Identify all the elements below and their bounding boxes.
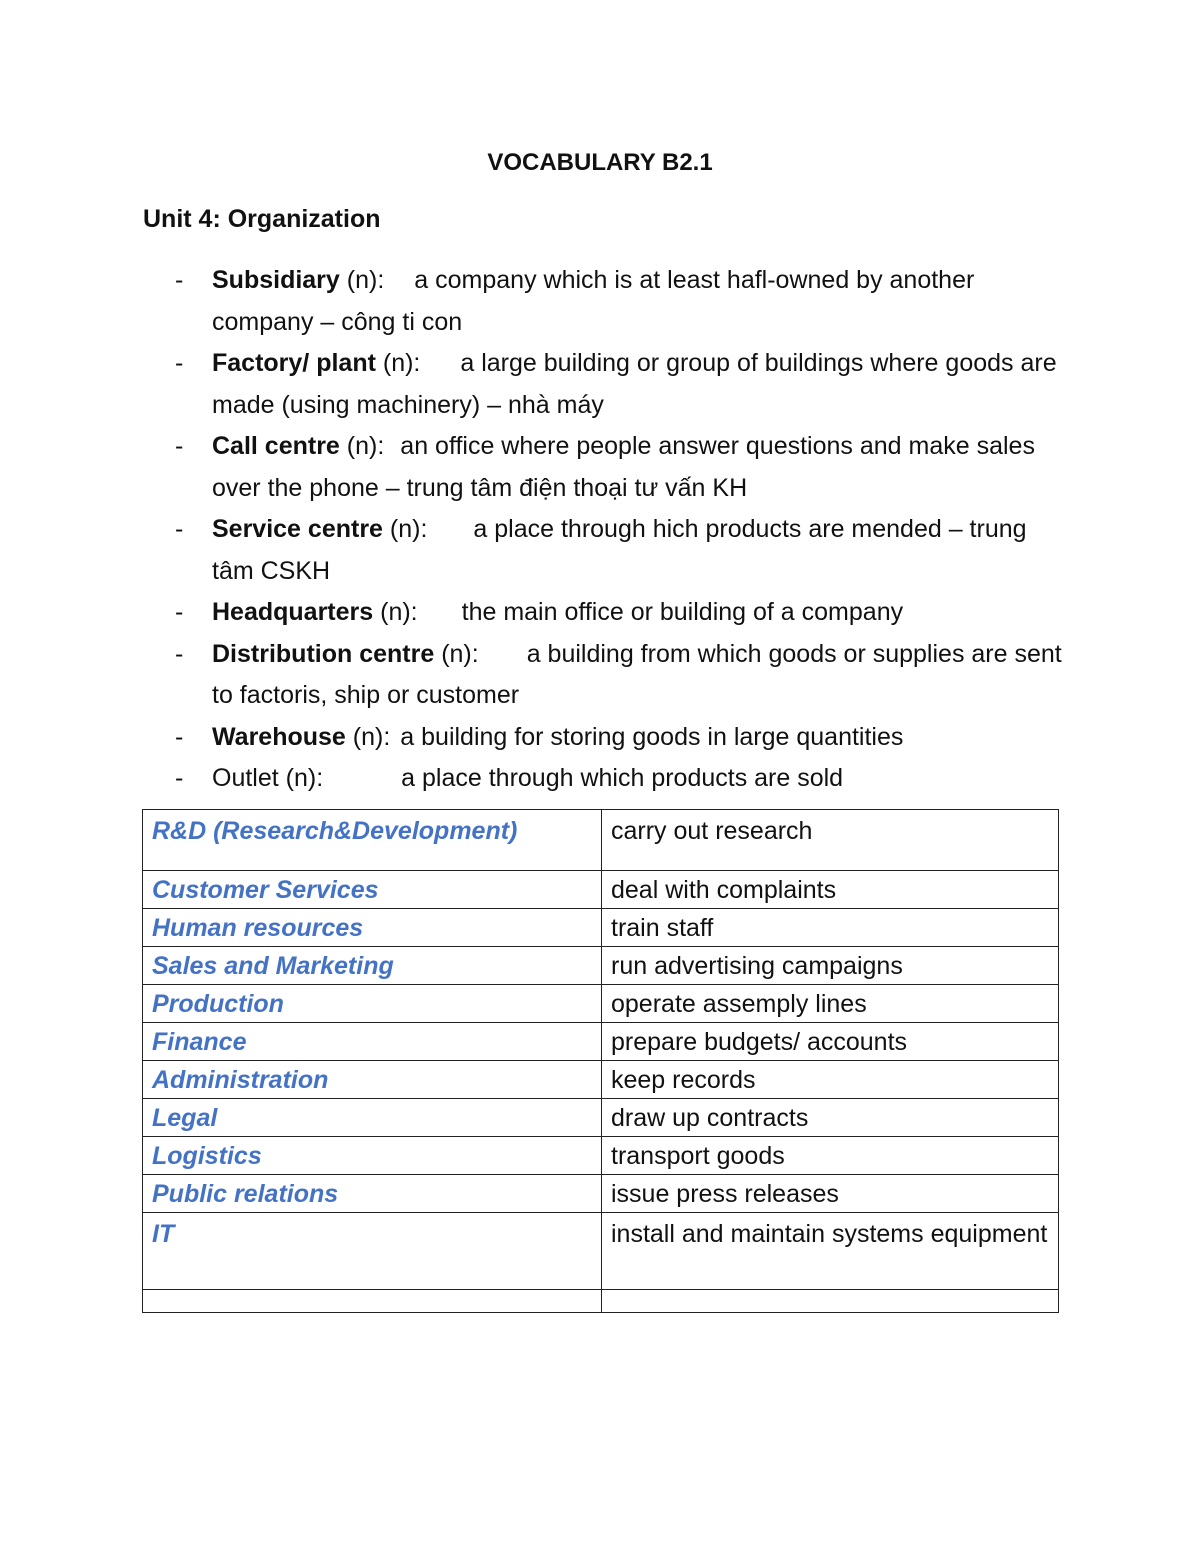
list-bullet-dash: -	[175, 764, 184, 792]
department-cell: R&D (Research&Development)	[143, 810, 602, 871]
part-of-speech: (n):	[434, 639, 479, 668]
vocab-item-call-centre	[143, 426, 1063, 509]
vocab-term: Headquarters	[212, 598, 374, 626]
activity-cell: draw up contracts	[602, 1099, 1059, 1137]
list-bullet-dash: -	[175, 639, 184, 668]
vocab-item-factory-plant	[143, 343, 1063, 426]
part-of-speech: (n):	[339, 266, 385, 294]
list-bullet-dash: -	[175, 598, 184, 626]
vocab-term: Service centre	[212, 515, 383, 543]
vocab-item-service-centre	[143, 509, 1063, 592]
departments-table	[142, 809, 1059, 1313]
vocab-definition: a building for storing goods in large quantities	[400, 722, 904, 751]
department-cell: Public relations	[143, 1175, 602, 1213]
list-bullet-dash: -	[175, 266, 184, 294]
list-bullet-dash: -	[175, 722, 184, 751]
vocab-item-warehouse	[143, 717, 1063, 759]
activity-cell: operate assemply lines	[602, 985, 1059, 1023]
table-row	[143, 1137, 1059, 1175]
activity-cell: install and maintain systems equipment	[602, 1213, 1059, 1290]
vocab-definition: a company which is at least hafl-owned by another company – công ti con	[212, 266, 975, 336]
vocab-definition: a building from which goods or supplies are sent to factoris, ship or customer	[212, 639, 1062, 709]
part-of-speech: (n):	[345, 722, 391, 751]
activity-cell: train staff	[602, 909, 1059, 947]
list-bullet-dash: -	[175, 515, 184, 543]
part-of-speech: (n):	[373, 598, 418, 626]
vocab-definition: the main office or building of a company	[461, 598, 904, 626]
activity-cell	[602, 1290, 1059, 1313]
list-bullet-dash: -	[175, 349, 184, 377]
vocab-definition: a place through which products are sold	[401, 764, 844, 792]
vocab-item-distribution-centre	[143, 634, 1063, 717]
part-of-speech: (n):	[339, 432, 385, 460]
activity-cell: carry out research	[602, 810, 1059, 871]
vocab-definition: a large building or group of buildings where goods are made (using machinery) – nhà máy	[212, 349, 1057, 419]
activity-cell: issue press releases	[602, 1175, 1059, 1213]
department-cell: IT	[143, 1213, 602, 1290]
list-bullet-dash: -	[175, 432, 184, 460]
vocab-term: Distribution centre	[212, 639, 435, 668]
part-of-speech: (n):	[382, 515, 428, 543]
table-row	[143, 1061, 1059, 1099]
vocab-term: Factory/ plant	[212, 349, 376, 377]
department-cell: Logistics	[143, 1137, 602, 1175]
vocab-item-headquarters	[143, 592, 1063, 634]
table-row	[143, 985, 1059, 1023]
activity-cell: deal with complaints	[602, 871, 1059, 909]
vocab-definition: a place through hich products are mended – trung tâm CSKH	[212, 515, 1027, 585]
department-cell: Customer Services	[143, 871, 602, 909]
department-cell: Human resources	[143, 909, 602, 947]
department-cell: Legal	[143, 1099, 602, 1137]
vocab-item-outlet	[143, 758, 1063, 800]
table-row-empty	[143, 1290, 1059, 1313]
vocab-term-plain: Outlet (n):	[212, 764, 324, 792]
department-cell: Finance	[143, 1023, 602, 1061]
table-row	[143, 1175, 1059, 1213]
document-title: VOCABULARY B2.1	[487, 149, 713, 176]
table-row	[143, 871, 1059, 909]
activity-cell: prepare budgets/ accounts	[602, 1023, 1059, 1061]
activity-cell: run advertising campaigns	[602, 947, 1059, 985]
vocab-definition: an office where people answer questions and make sales over the phone – trung tâm điện thoại tư vấn KH	[212, 432, 1035, 502]
part-of-speech: (n):	[375, 349, 421, 377]
table-row	[143, 1099, 1059, 1137]
vocab-item-subsidiary	[143, 260, 1063, 343]
unit-heading: Unit 4: Organization	[143, 205, 381, 233]
table-row	[143, 947, 1059, 985]
department-cell: Sales and Marketing	[143, 947, 602, 985]
department-cell: Administration	[143, 1061, 602, 1099]
table-row	[143, 1023, 1059, 1061]
activity-cell: keep records	[602, 1061, 1059, 1099]
vocab-term: Subsidiary	[212, 266, 340, 294]
department-cell	[143, 1290, 602, 1313]
table-row	[143, 810, 1059, 871]
table-row	[143, 909, 1059, 947]
activity-cell: transport goods	[602, 1137, 1059, 1175]
department-cell: Production	[143, 985, 602, 1023]
table-row	[143, 1213, 1059, 1290]
vocab-term: Warehouse	[212, 722, 346, 751]
vocabulary-list	[143, 260, 1063, 800]
vocab-term: Call centre	[212, 432, 340, 460]
